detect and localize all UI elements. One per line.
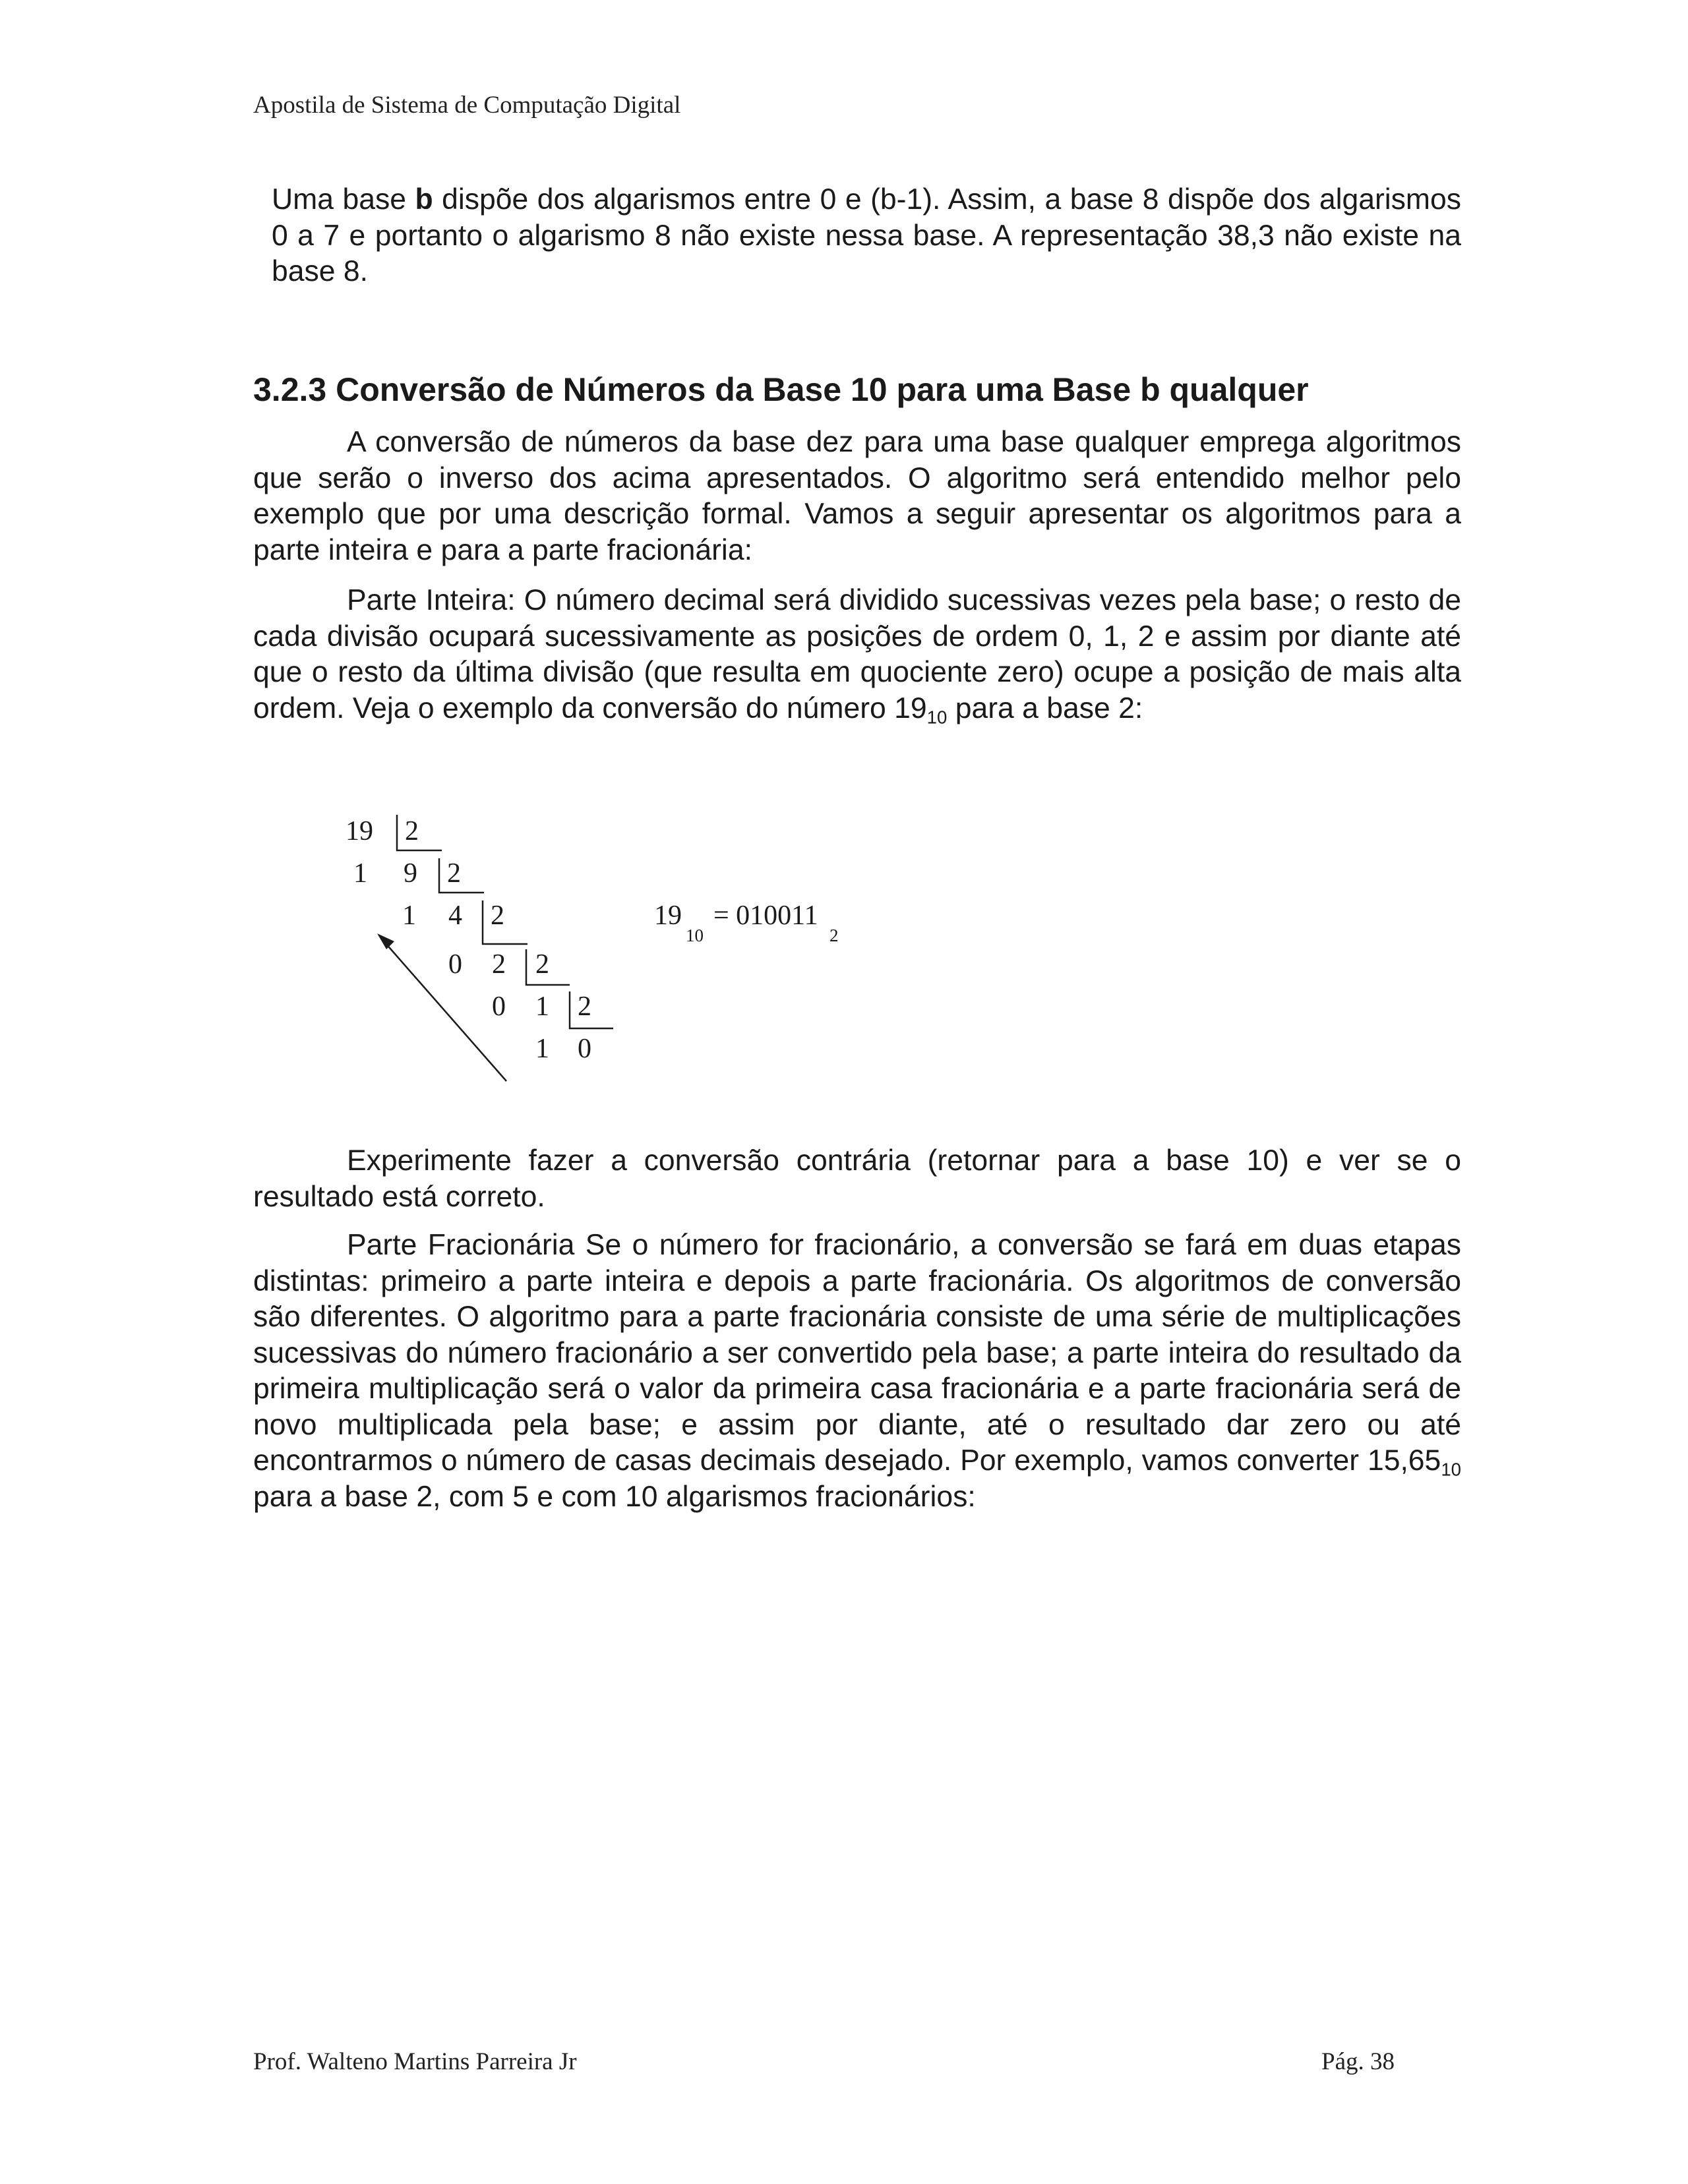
division-divisor: 2 (578, 991, 591, 1022)
division-remainder: 1 (402, 900, 416, 931)
fractional-part-paragraph (253, 1227, 1461, 1515)
fractional-part-subscript: 10 (1441, 1459, 1461, 1480)
conversion-intro-paragraph: A conversão de números da base dez para uma base qualquer emprega algoritmos que serão o inverso dos acima apresentados. O algoritmo será entendido melhor pelo exemplo que por uma descrição formal. Vamos a seguir apresentar os algoritmos para a parte inteira e para a parte fracionária: (253, 426, 1461, 566)
reverse-conversion-paragraph: Experimente fazer a conversão contrária (retornar para a base 10) e ver se o resultado está correto. (253, 1144, 1461, 1213)
division-quotient: 9 (404, 858, 417, 889)
division-divisor: 2 (491, 900, 504, 931)
result-number: 19 (654, 900, 682, 931)
division-bracket (526, 949, 570, 985)
division-remainder: 0 (492, 991, 506, 1022)
integer-part-text-start: Parte Inteira: O número decimal será dividido sucessivas vezes pela base; o resto de cada divisão ocupará sucessivamente as posições de ordem 0, 1, 2 e assim por diante até que o resto da última divisão (que resulta em quociente zero) ocupe a posição de mais alta ordem. Veja o exemplo da conversão do número 19 (253, 584, 1461, 724)
integer-part-paragraph (253, 583, 1461, 726)
footer-page-number: Pág. 38 (1321, 2048, 1395, 2075)
division-bracket (570, 991, 613, 1028)
intro-paragraph (272, 182, 1461, 290)
division-quotient: 2 (492, 949, 506, 980)
result-equals: = 010011 (713, 900, 818, 931)
result-base-from: 10 (686, 926, 704, 945)
result-base-to: 2 (829, 926, 839, 945)
reading-arrow-line (385, 943, 506, 1081)
division-bracket (483, 900, 528, 944)
division-bracket (397, 815, 442, 850)
division-divisor: 2 (447, 858, 461, 889)
page-header: Apostila de Sistema de Computação Digital (253, 92, 681, 119)
fractional-part-text-end: para a base 2, com 5 e com 10 algarismos fracionários: (253, 1480, 976, 1513)
division-remainder: 1 (353, 858, 367, 889)
division-divisor: 2 (405, 816, 419, 846)
division-remainder: 1 (535, 1034, 549, 1064)
intro-text-start: Uma base (272, 183, 415, 216)
division-quotient: 0 (578, 1034, 591, 1064)
division-quotient: 4 (448, 900, 462, 931)
reading-arrow-head (377, 933, 394, 949)
integer-part-subscript: 10 (926, 706, 948, 727)
section-heading: 3.2.3 Conversão de Números da Base 10 para uma Base b qualquer (253, 371, 1309, 408)
integer-part-text-end: para a base 2: (947, 692, 1143, 724)
intro-bold-b: b (415, 183, 433, 216)
division-quotient: 1 (535, 991, 549, 1022)
intro-text-end: dispõe dos algarismos entre 0 e (b-1). Assim, a base 8 dispõe dos algarismos 0 a 7 e portanto o algarismo 8 não existe nessa base. A representação 38,3 não existe na base 8. (272, 183, 1461, 287)
division-dividend: 19 (346, 816, 373, 846)
division-remainder: 0 (448, 949, 462, 980)
fractional-part-text-start: Parte Fracionária Se o número for fracionário, a conversão se fará em duas etapas distintas: primeiro a parte inteira e depois a parte fracionária. Os algoritmos de conversão são diferentes. O algoritmo para a parte fracionária consiste de uma série de multiplicações sucessivas do número fracionário a ser convertido pela base; a parte inteira do resultado da primeira multiplicação será o valor da primeira casa fracionária e a parte fracionária será de novo multiplicada pela base; e assim por diante, até o resultado dar zero ou até encontrarmos o número de casas decimais desejado. Por exemplo, vamos converter 15,65 (253, 1229, 1461, 1477)
division-divisor: 2 (535, 949, 549, 980)
division-bracket (439, 858, 484, 893)
footer-author: Prof. Walteno Martins Parreira Jr (253, 2048, 577, 2075)
